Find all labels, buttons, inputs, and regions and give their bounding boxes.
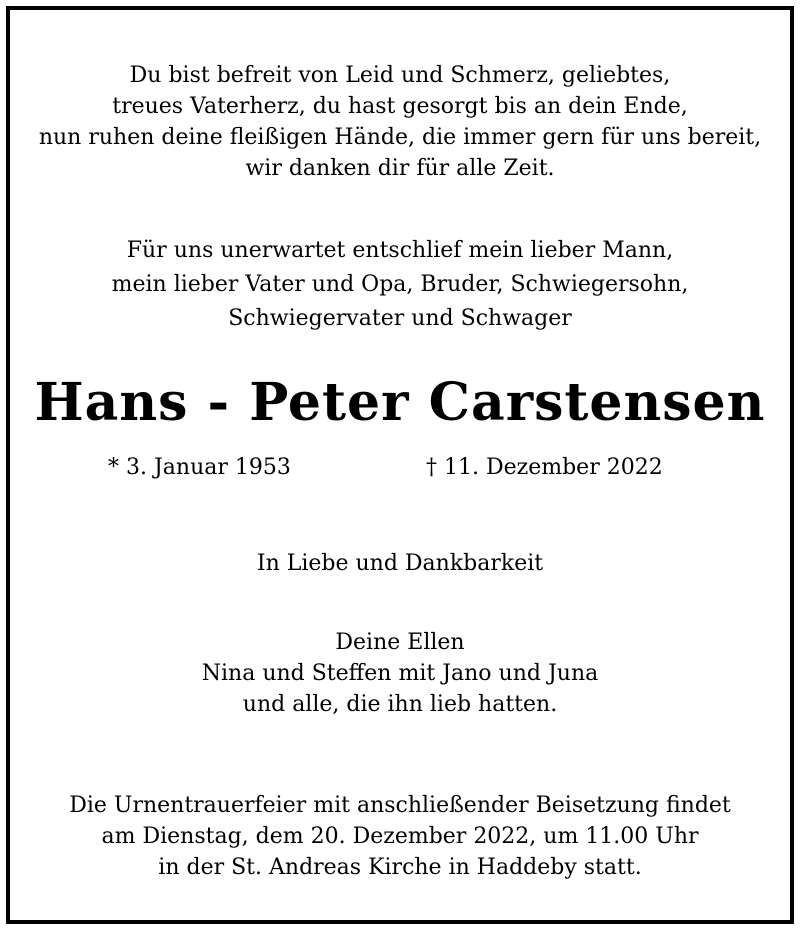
closing-phrase: In Liebe und Dankbarkeit <box>256 551 544 576</box>
service-line: in der St. Andreas Kirche in Haddeby statt. <box>158 855 642 880</box>
intro-line: Schwiegervater und Schwager <box>228 306 572 331</box>
intro-line: mein lieber Vater und Opa, Bruder, Schwiegersohn, <box>111 272 689 297</box>
poem-line: nun ruhen deine fleißigen Hände, die immer gern für uns bereit, <box>38 125 762 150</box>
birth-date: * 3. Januar 1953 <box>108 455 291 480</box>
life-dates <box>10 450 790 486</box>
funeral-service-info <box>10 790 790 883</box>
mourners-list <box>10 627 790 720</box>
service-line: am Dienstag, dem 20. Dezember 2022, um 11.00 Uhr <box>101 824 699 849</box>
mourner-line: Nina und Steffen mit Jano und Juna <box>201 661 599 686</box>
deceased-name: Hans - Peter Carstensen <box>34 372 766 433</box>
obituary-frame <box>6 6 794 924</box>
poem-line: Du bist befreit von Leid und Schmerz, geliebtes, <box>129 63 671 88</box>
poem-verse <box>10 60 790 184</box>
intro-line: Für uns unerwartet entschlief mein lieber Mann, <box>126 238 674 263</box>
poem-line: treues Vaterherz, du hast gesorgt bis an dein Ende, <box>112 94 688 119</box>
service-line: Die Urnentrauerfeier mit anschließender Beisetzung findet <box>69 793 731 818</box>
death-date: † 11. Dezember 2022 <box>426 455 663 480</box>
mourner-line: Deine Ellen <box>335 630 465 655</box>
mourner-line: und alle, die ihn lieb hatten. <box>242 692 558 717</box>
poem-line: wir danken dir für alle Zeit. <box>245 156 555 181</box>
announcement-intro <box>10 234 790 336</box>
